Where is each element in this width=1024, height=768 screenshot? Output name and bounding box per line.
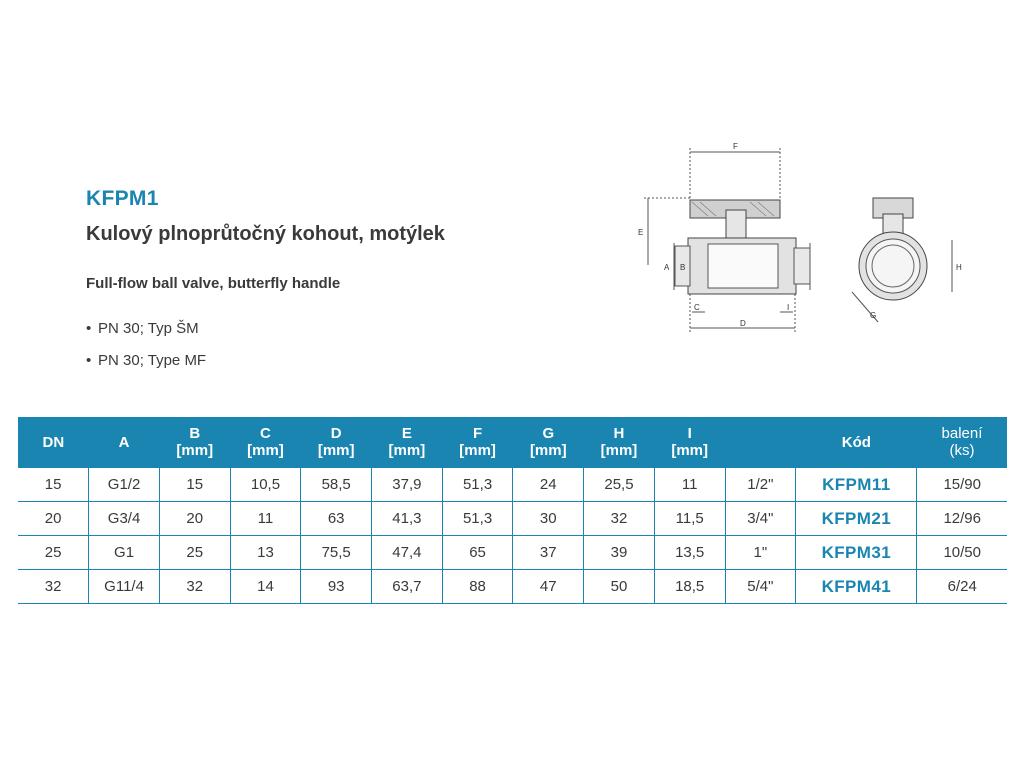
table-cell: 41,3	[372, 502, 443, 536]
table-cell: 58,5	[301, 468, 372, 502]
spec-table	[18, 417, 1007, 604]
table-cell: 1/2"	[725, 468, 796, 502]
table-header-row	[18, 417, 1007, 468]
table-cell: 15	[159, 468, 230, 502]
table-cell: 37,9	[372, 468, 443, 502]
table-row	[18, 502, 1007, 536]
table-cell: 88	[442, 570, 513, 604]
table-cell: G11/4	[89, 570, 160, 604]
table-cell: 39	[584, 536, 655, 570]
table-cell: 13	[230, 536, 301, 570]
table-cell: 25	[159, 536, 230, 570]
col-header: F [mm]	[442, 417, 513, 468]
table-row	[18, 570, 1007, 604]
table-cell: 20	[18, 502, 89, 536]
table-cell: 10/50	[917, 536, 1007, 570]
table-cell: 32	[584, 502, 655, 536]
table-cell: 10,5	[230, 468, 301, 502]
table-cell: 11	[654, 468, 725, 502]
product-code-cell: KFPM41	[796, 570, 917, 604]
table-cell: 32	[18, 570, 89, 604]
dim-label-H: H	[956, 263, 962, 272]
col-header	[725, 417, 796, 468]
table-cell: 75,5	[301, 536, 372, 570]
table-cell: 30	[513, 502, 584, 536]
table-cell: 24	[513, 468, 584, 502]
product-code-cell: KFPM21	[796, 502, 917, 536]
col-header: I [mm]	[654, 417, 725, 468]
valve-technical-drawing	[630, 140, 970, 340]
dim-label-A: A	[664, 263, 670, 272]
col-header: E [mm]	[372, 417, 443, 468]
product-subtitle: Full-flow ball valve, butterfly handle	[86, 275, 341, 292]
table-cell: 20	[159, 502, 230, 536]
table-cell: 63,7	[372, 570, 443, 604]
table-cell: 1"	[725, 536, 796, 570]
dim-label-C: C	[694, 303, 700, 312]
table-cell: 47,4	[372, 536, 443, 570]
product-title: Kulový plnoprůtočný kohout, motýlek	[86, 223, 445, 245]
col-header: D [mm]	[301, 417, 372, 468]
col-header: C [mm]	[230, 417, 301, 468]
dim-label-I: I	[787, 303, 790, 312]
table-cell: G1	[89, 536, 160, 570]
table-cell: 5/4"	[725, 570, 796, 604]
table-cell: 93	[301, 570, 372, 604]
table-cell: 25	[18, 536, 89, 570]
dim-label-G: G	[870, 311, 877, 320]
col-header: DN	[18, 417, 89, 468]
bullet-icon: •	[86, 352, 92, 369]
table-cell: 15/90	[917, 468, 1007, 502]
feature-list	[86, 320, 206, 384]
col-header: A	[89, 417, 160, 468]
product-code: KFPM1	[86, 187, 159, 210]
table-cell: 50	[584, 570, 655, 604]
table-cell: 15	[18, 468, 89, 502]
table-cell: G3/4	[89, 502, 160, 536]
table-cell: 12/96	[917, 502, 1007, 536]
table-cell: 13,5	[654, 536, 725, 570]
table-cell: 25,5	[584, 468, 655, 502]
table-row	[18, 468, 1007, 502]
table-cell: 14	[230, 570, 301, 604]
table-cell: 37	[513, 536, 584, 570]
table-cell: 32	[159, 570, 230, 604]
table-cell: 11	[230, 502, 301, 536]
dim-label-D: D	[740, 319, 746, 328]
table-row	[18, 536, 1007, 570]
dim-label-B: B	[680, 263, 686, 272]
table-cell: 51,3	[442, 468, 513, 502]
table-cell: 6/24	[917, 570, 1007, 604]
feature-item: • PN 30; Typ ŠM	[86, 320, 199, 337]
dim-label-E: E	[638, 228, 644, 237]
table-cell: 18,5	[654, 570, 725, 604]
table-cell: G1/2	[89, 468, 160, 502]
col-header: B [mm]	[159, 417, 230, 468]
table-cell: 65	[442, 536, 513, 570]
col-header: Kód	[796, 417, 917, 468]
table-cell: 3/4"	[725, 502, 796, 536]
feature-item: • PN 30; Type MF	[86, 352, 207, 369]
table-cell: 11,5	[654, 502, 725, 536]
col-header: H [mm]	[584, 417, 655, 468]
product-code-cell: KFPM11	[796, 468, 917, 502]
col-header: balení (ks)	[917, 417, 1007, 468]
table-cell: 47	[513, 570, 584, 604]
product-code-cell: KFPM31	[796, 536, 917, 570]
table-cell: 63	[301, 502, 372, 536]
table-cell: 51,3	[442, 502, 513, 536]
dim-label-F: F	[733, 142, 738, 151]
col-header: G [mm]	[513, 417, 584, 468]
bullet-icon: •	[86, 320, 92, 337]
